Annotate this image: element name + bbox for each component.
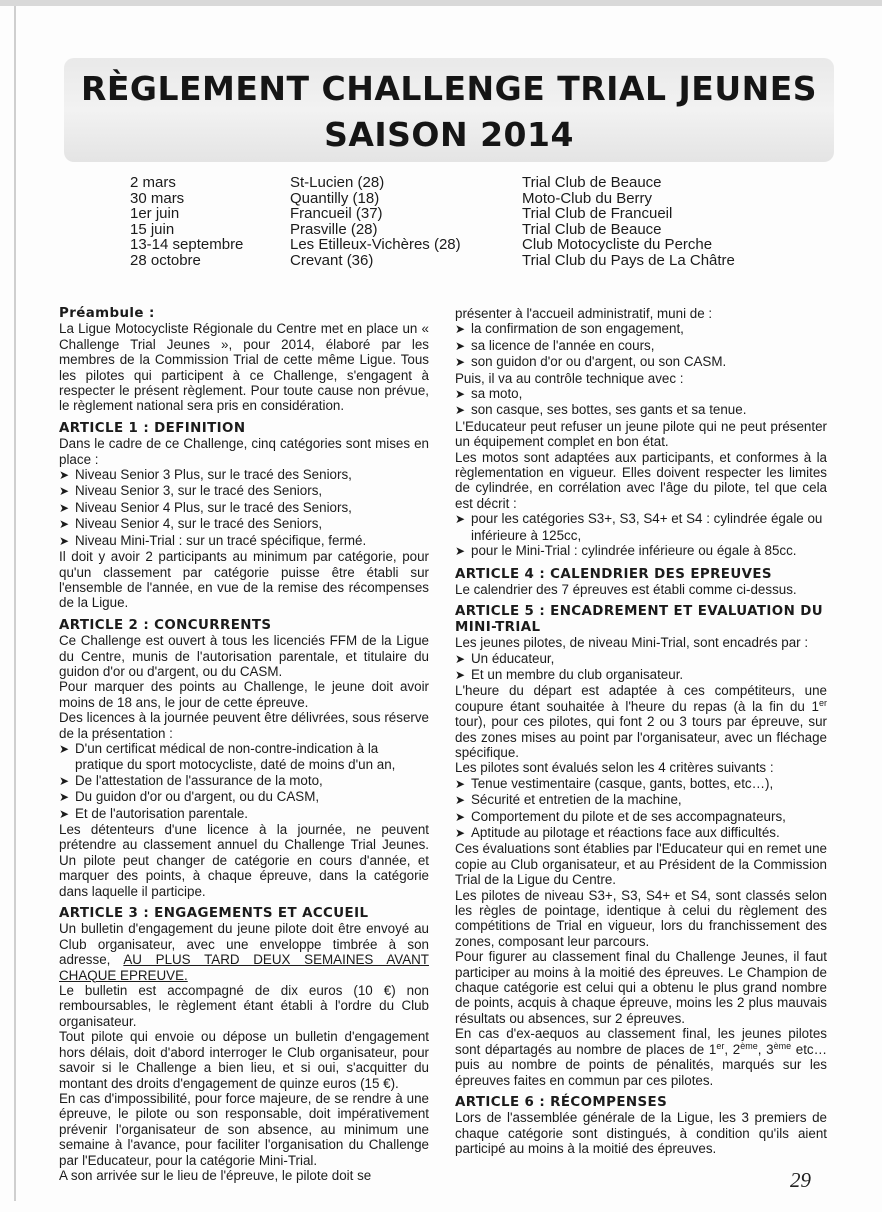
list-item-text: Niveau Senior 4, sur le tracé des Seniors,: [75, 516, 323, 532]
list-item: [455, 402, 827, 418]
article-5-text: En cas d'ex-aequos au classement final, les jeunes pilotes sont départagés au nombre de places de 1: [455, 1026, 827, 1057]
schedule-clubs: [522, 175, 735, 269]
title-line-1: RÈGLEMENT CHALLENGE TRIAL JEUNES: [80, 69, 818, 108]
arrow-bullet-icon: ➤: [59, 773, 70, 788]
list-item-text: sa licence de l'année en cours,: [471, 337, 655, 353]
list-item: [455, 321, 827, 337]
arrow-bullet-icon: ➤: [455, 387, 466, 402]
list-item-text: Niveau Senior 3, sur le tracé des Seniors,: [75, 483, 323, 499]
article-5-text: L'heure du départ est adaptée à ces compétiteurs, une coupure étant souhaitée à l'heure du repas (à la fin du 1: [455, 683, 827, 714]
list-item: [59, 789, 429, 805]
article-5-paragraph: Pour figurer au classement final du Challenge Jeunes, il faut participer au moins à la moitié des épreuves. Le Champion de chaque catégorie est celui qui a obtenu le plus grand nombre de points, acquis à chaque épreuve, moins les 2 plus mauvais résultats ou absences, sur 2 épreuves.: [455, 949, 827, 1026]
article-2-paragraph: Ce Challenge est ouvert à tous les licenciés FFM de la Ligue du Centre, munis de l'autorisation parentale, et titulaire du guidon d'or ou d'argent, ou du CASM.: [59, 633, 429, 679]
list-item-text: Comportement du pilote et de ses accompagnateurs,: [471, 808, 786, 824]
list-item-text: De l'attestation de l'assurance de la moto,: [75, 772, 323, 788]
article-4-heading: ARTICLE 4 : CALENDRIER DES EPREUVES: [455, 566, 772, 582]
article-4-text: Le calendrier des 7 épreuves est établi comme ci-dessus.: [455, 581, 797, 597]
deadline-notice: AU PLUS TARD DEUX SEMAINES AVANT CHAQUE EPREUVE.: [59, 952, 429, 983]
article-2-paragraph: Des licences à la journée peuvent être délivrées, sous réserve de la présentation :: [59, 710, 429, 741]
schedule-place: St-Lucien (28): [290, 174, 385, 191]
article-3-paragraph: En cas d'impossibilité, pour force majeure, de se rendre à une épreuve, le pilote ou son responsable, doit impérativement prévenir l'organisateur de son absence, au minimum une semaine à l'avance, pour faciliter l'organisation du Challenge par l'Educateur, pour la catégorie Mini-Trial.: [59, 1090, 429, 1168]
schedule-club: Trial Club de Francueil: [522, 205, 673, 223]
arrow-bullet-icon: ➤: [455, 322, 466, 337]
list-item: [59, 773, 429, 789]
superscript: ème: [740, 1040, 758, 1051]
article-3-continued: Puis, il va au contrôle technique avec :: [455, 370, 684, 386]
article-1-intro: Dans le cadre de ce Challenge, cinq catégories sont mises en place :: [59, 436, 429, 467]
list-item: [455, 354, 827, 370]
article-5-paragraph: Les pilotes de niveau S3+, S3, S4+ et S4, sont classés selon les règles de pointage, identique à celui du règlement des compétitions de Trial en vigueur, lors du franchissement des zones, composant leur parcours.: [455, 887, 827, 949]
article-5-paragraph: Les pilotes sont évalués selon les 4 critères suivants :: [455, 760, 774, 776]
schedule-club: Trial Club de Beauce: [522, 174, 662, 191]
list-item: [59, 500, 429, 516]
arrow-bullet-icon: ➤: [455, 809, 466, 824]
title-line-2: SAISON 2014: [324, 115, 574, 154]
article-5-text: , 2: [724, 1041, 741, 1057]
list-item-text: Tenue vestimentaire (casque, gants, bottes, etc…),: [471, 775, 774, 791]
arrow-bullet-icon: ➤: [59, 533, 70, 548]
article-3-paragraph: Tout pilote qui envoie ou dépose un bulletin d'engagement hors délais, doit d'abord interroger le Club organisateur, pour savoir si le Challenge a bien lieu, et si oui, s'acquitter du montant des droits d'engagement de quinze euros (15 €).: [59, 1029, 429, 1091]
list-item-text: pour le Mini-Trial : cylindrée inférieure ou égale à 85cc.: [471, 543, 797, 559]
schedule-club: Moto-Club du Berry: [522, 189, 653, 207]
article-5-text: etc… puis au nombre de points de pénalités, marqués sur les épreuves faites en commun par ces pilotes.: [455, 1041, 828, 1088]
list-item: [59, 467, 429, 483]
list-item: [455, 792, 827, 808]
right-column: [455, 306, 827, 1157]
list-item: [455, 543, 827, 559]
article-6-text: Lors de l'assemblée générale de la Ligue, les 3 premiers de chaque catégorie sont distingués, à condition qu'ils aient participé au moins à la moitié des épreuves.: [455, 1110, 827, 1157]
schedule-place: Francueil (37): [290, 205, 383, 223]
article-2-paragraph: Les détenteurs d'une licence à la journée, ne peuvent prétendre au classement annuel du Challenge Trial Jeunes. Un pilote peut changer de catégorie en cours d'année, et marquer des points, à chaque épreuve, dans la catégorie dans laquelle il participe.: [59, 822, 429, 899]
list-item: [455, 386, 827, 402]
arrow-bullet-icon: ➤: [455, 826, 466, 840]
list-item-text: sa moto,: [471, 386, 523, 402]
arrow-bullet-icon: ➤: [59, 806, 70, 821]
arrow-bullet-icon: ➤: [59, 517, 70, 532]
superscript: er: [818, 697, 827, 708]
article-1-heading: ARTICLE 1 : DEFINITION: [59, 420, 246, 436]
arrow-bullet-icon: ➤: [455, 512, 466, 527]
list-item-text: la confirmation de son engagement,: [471, 321, 684, 337]
superscript: er: [716, 1040, 725, 1051]
article-5-paragraph: [455, 1026, 827, 1088]
top-rule: [0, 0, 882, 6]
arrow-bullet-icon: ➤: [455, 651, 466, 666]
list-item: [455, 825, 827, 841]
schedule-date: 15 juin: [130, 220, 175, 238]
article-1-conclusion: Il doit y avoir 2 participants au minimum par catégorie, pour qu'un classement par catégorie puisse être établi sur l'ensemble de l'année, en vue de la remise des récompenses de la Ligue.: [59, 549, 429, 611]
schedule-date: 1er juin: [130, 205, 180, 223]
arrow-bullet-icon: ➤: [59, 484, 70, 499]
arrow-bullet-icon: ➤: [455, 544, 466, 559]
list-item: [59, 533, 429, 549]
page-number: 29: [790, 1168, 811, 1192]
article-3-heading: ARTICLE 3 : ENGAGEMENTS ET ACCUEIL: [59, 906, 369, 922]
schedule-date: 30 mars: [130, 189, 185, 207]
superscript: ème: [773, 1040, 792, 1051]
list-item-text: Niveau Senior 4 Plus, sur le tracé des Seniors,: [75, 499, 352, 515]
arrow-bullet-icon: ➤: [59, 468, 70, 483]
list-item: [59, 483, 429, 499]
list-item-text: son guidon d'or ou d'argent, ou son CASM.: [471, 354, 727, 370]
article-3-paragraph: A son arrivée sur le lieu de l'épreuve, le pilote doit se: [59, 1167, 372, 1183]
preamble-text: La Ligue Motocycliste Régionale du Centre met en place un « Challenge Trial Jeunes », pour 2014, élaboré par les membres de la Commission Trial de cette même Ligue. Tous les pilotes qui participent à ce Challenge, s'engagent à respecter le présent règlement. Pour toute cause non prévue, le règlement national sera pris en considération.: [59, 321, 429, 414]
schedule-date: 13-14 septembre: [130, 236, 244, 254]
left-column: [59, 306, 429, 1183]
arrow-bullet-icon: ➤: [59, 790, 70, 805]
schedule-place: Quantilly (18): [290, 189, 380, 207]
list-item-text: pour les catégories S3+, S3, S4+ et S4 : cylindrée égale ou inférieure à 125cc,: [471, 511, 823, 543]
article-2-heading: ARTICLE 2 : CONCURRENTS: [59, 617, 272, 633]
list-item: [59, 806, 429, 822]
schedule-place: Les Etilleux-Vichères (28): [290, 236, 461, 254]
list-item-text: Niveau Mini-Trial : sur un tracé spécifique, fermé.: [75, 532, 367, 548]
schedule-club: Trial Club du Pays de La Châtre: [522, 251, 735, 269]
arrow-bullet-icon: ➤: [455, 338, 466, 353]
article-5-paragraph: Ces évaluations sont établies par l'Educateur qui en remet une copie au Club organisateur, et au Président de la Commission Trial de la Ligue du Centre.: [455, 841, 827, 888]
list-item: [59, 741, 429, 773]
article-5-text: , 3: [757, 1041, 774, 1057]
schedule-place: Prasville (28): [290, 220, 378, 238]
article-6-heading: ARTICLE 6 : RÉCOMPENSES: [455, 1094, 668, 1110]
schedule-club: Trial Club de Beauce: [522, 220, 662, 238]
page-title: [64, 66, 834, 158]
arrow-bullet-icon: ➤: [59, 741, 70, 756]
schedule-dates: [130, 175, 243, 269]
arrow-bullet-icon: ➤: [59, 500, 70, 515]
list-item-text: D'un certificat médical de non-contre-indication à la pratique du sport motocycliste, daté de moins d'un an,: [75, 740, 396, 773]
list-item: [455, 651, 827, 667]
arrow-bullet-icon: ➤: [455, 355, 466, 370]
schedule-place: Crevant (36): [290, 251, 374, 269]
arrow-bullet-icon: ➤: [455, 776, 466, 791]
article-3-continued: présenter à l'accueil administratif, muni de :: [455, 306, 713, 321]
schedule-date: 2 mars: [130, 174, 176, 191]
list-item-text: Du guidon d'or ou d'argent, ou du CASM,: [75, 789, 320, 805]
list-item: [455, 776, 827, 792]
list-item-text: Un éducateur,: [471, 650, 555, 666]
article-5-heading: ARTICLE 5 : ENCADREMENT ET EVALUATION DU MINI-TRIAL: [455, 604, 824, 635]
arrow-bullet-icon: ➤: [455, 793, 466, 808]
list-item-text: Et de l'autorisation parentale.: [75, 805, 249, 821]
article-2-paragraph: Pour marquer des points au Challenge, le jeune doit avoir moins de 18 ans, le jour de cette épreuve.: [59, 679, 429, 710]
article-3-continued: L'Educateur peut refuser un jeune pilote qui ne peut présenter un équipement complet en bon état.: [455, 418, 827, 450]
list-item-text: Et un membre du club organisateur.: [471, 666, 684, 682]
arrow-bullet-icon: ➤: [455, 667, 466, 682]
list-item-text: Aptitude au pilotage et réactions face aux difficultés.: [471, 825, 780, 840]
article-3-paragraph: [59, 921, 429, 983]
list-item-text: son casque, ses bottes, ses gants et sa tenue.: [471, 402, 747, 418]
article-3-text: Un bulletin d'engagement du jeune pilote doit être envoyé au Club organisateur, avec une enveloppe timbrée à son adresse,: [59, 921, 429, 968]
article-5-paragraph: [455, 683, 827, 760]
list-item-text: Sécurité et entretien de la machine,: [471, 792, 682, 808]
article-5-text: tour), pour ces pilotes, qui font 2 ou 3 tours par épreuve, sur des zones mises au point par l'organisateur, avec un fléchage spécifique.: [455, 714, 827, 760]
list-item: [455, 338, 827, 354]
schedule-date: 28 octobre: [130, 251, 201, 269]
schedule-places: [290, 175, 461, 269]
article-3-continued: Les motos sont adaptées aux participants, et conformes à la règlementation en vigueur. Elles doivent respecter les limites de cylindrée, en corrélation avec l'âge du pilote, tel que cela est décrit :: [455, 449, 827, 511]
binding-edge: [14, 6, 16, 1201]
list-item-text: Niveau Senior 3 Plus, sur le tracé des Seniors,: [75, 467, 352, 483]
list-item: [455, 809, 827, 825]
arrow-bullet-icon: ➤: [455, 403, 466, 418]
list-item: [59, 516, 429, 532]
preamble-heading: Préambule :: [59, 306, 155, 321]
list-item: [455, 667, 827, 683]
list-item: [455, 511, 827, 543]
schedule-club: Club Motocycliste du Perche: [522, 236, 713, 254]
article-3-paragraph: Le bulletin est accompagné de dix euros (10 €) non remboursables, le règlement étant établi à l'ordre du Club organisateur.: [59, 983, 429, 1029]
article-5-paragraph: Les jeunes pilotes, de niveau Mini-Trial, sont encadrés par :: [455, 635, 809, 651]
